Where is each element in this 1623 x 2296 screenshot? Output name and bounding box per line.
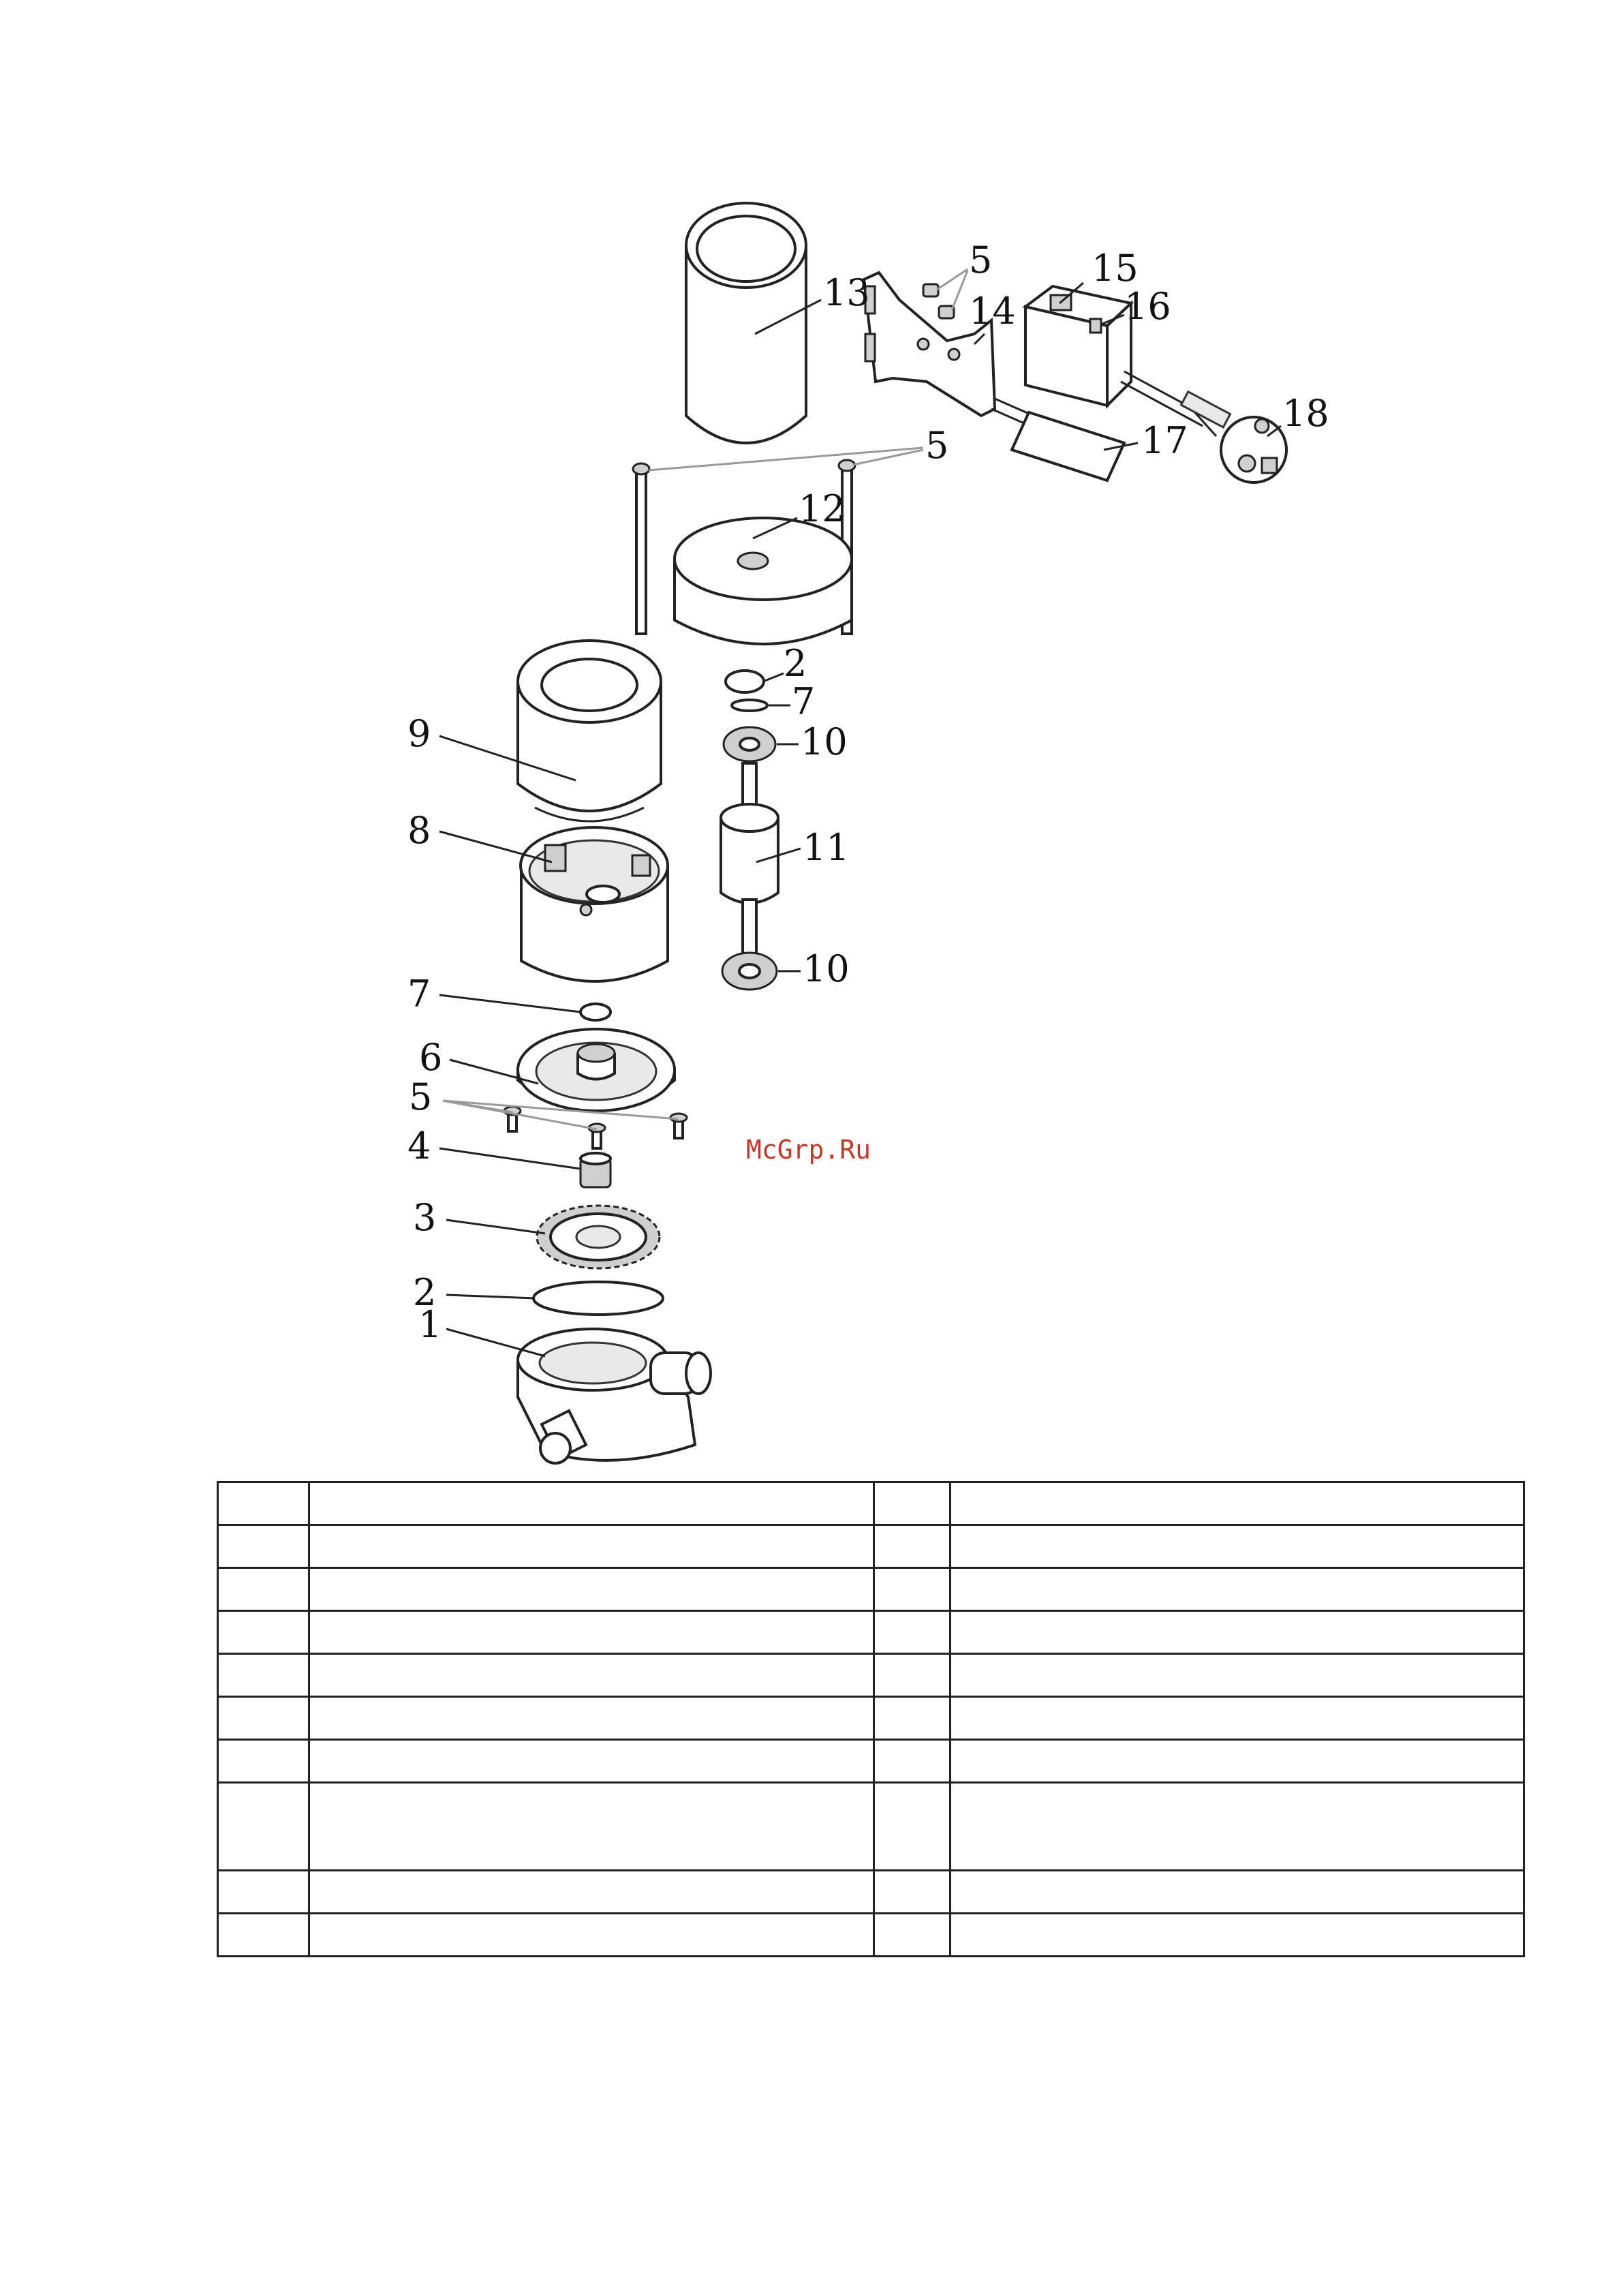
table-cell xyxy=(950,1525,1524,1568)
table-cell xyxy=(874,1525,950,1568)
watermark: McGrp.Ru xyxy=(746,1135,871,1165)
table-row xyxy=(218,1914,1524,1957)
table-cell xyxy=(218,1697,309,1740)
callout-11: 11 xyxy=(803,826,850,869)
callout-1: 1 xyxy=(418,1303,442,1346)
part-2-ring-top xyxy=(726,671,764,692)
table-cell xyxy=(874,1654,950,1697)
part-4-nut xyxy=(581,1153,610,1187)
table-cell xyxy=(309,1914,874,1957)
table-cell xyxy=(218,1525,309,1568)
part-7-clip-top xyxy=(732,700,767,711)
callout-6: 6 xyxy=(419,1036,443,1079)
callout-5-bottom: 5 xyxy=(409,1075,433,1118)
table-row xyxy=(218,1871,1524,1914)
part-13-outer-cover xyxy=(686,203,806,443)
callout-7-top: 7 xyxy=(792,680,816,723)
callout-2: 2 xyxy=(413,1271,437,1314)
part-10-bearing-bottom xyxy=(722,953,777,990)
table-cell xyxy=(874,1783,950,1871)
callout-10-top: 10 xyxy=(801,720,848,763)
table-cell xyxy=(950,1871,1524,1914)
table-cell xyxy=(218,1740,309,1783)
table-cell xyxy=(874,1871,950,1914)
table-cell xyxy=(309,1611,874,1654)
table-cell xyxy=(309,1654,874,1697)
table-cell xyxy=(950,1654,1524,1697)
table-cell xyxy=(218,1568,309,1611)
callout-15: 15 xyxy=(1092,247,1139,290)
callout-17: 17 xyxy=(1141,419,1188,462)
part-9-stator xyxy=(518,641,661,821)
table-cell xyxy=(218,1914,309,1957)
table-cell xyxy=(309,1482,874,1525)
table-row xyxy=(218,1783,1524,1871)
table-cell xyxy=(218,1482,309,1525)
table-cell xyxy=(950,1783,1524,1871)
part-15-switch-box xyxy=(1025,286,1131,405)
table-row xyxy=(218,1611,1524,1654)
table-cell xyxy=(950,1697,1524,1740)
table-row xyxy=(218,1697,1524,1740)
table-cell xyxy=(950,1740,1524,1783)
callout-7: 7 xyxy=(407,973,431,1015)
table-row xyxy=(218,1568,1524,1611)
table-cell xyxy=(950,1611,1524,1654)
table-row xyxy=(218,1525,1524,1568)
part-2-seal xyxy=(534,1282,663,1315)
table-row xyxy=(218,1740,1524,1783)
callout-16: 16 xyxy=(1124,285,1171,328)
table-cell xyxy=(874,1914,950,1957)
table-cell xyxy=(218,1871,309,1914)
callout-18: 18 xyxy=(1282,392,1329,435)
part-7-washer xyxy=(581,1004,610,1020)
table-cell xyxy=(874,1697,950,1740)
table-cell xyxy=(950,1482,1524,1525)
parts-table xyxy=(217,1481,1525,1957)
part-17-capacitor xyxy=(991,399,1124,480)
table-row xyxy=(218,1654,1524,1697)
callout-2-top: 2 xyxy=(784,642,807,685)
table-cell xyxy=(309,1525,874,1568)
part-6-plate xyxy=(518,1029,675,1111)
table-cell xyxy=(218,1783,309,1871)
table-cell xyxy=(309,1568,874,1611)
callout-5-rods: 5 xyxy=(925,424,949,467)
callout-8: 8 xyxy=(407,809,431,852)
table-cell xyxy=(309,1697,874,1740)
part-12-end-cap xyxy=(675,518,852,644)
callout-3: 3 xyxy=(413,1196,437,1239)
part-1-base xyxy=(518,1329,711,1463)
table-cell xyxy=(874,1740,950,1783)
callout-4: 4 xyxy=(407,1124,431,1167)
callout-12: 12 xyxy=(799,487,846,530)
table-cell xyxy=(874,1611,950,1654)
part-8-housing xyxy=(521,827,668,981)
callout-13: 13 xyxy=(823,271,870,314)
table-cell xyxy=(309,1871,874,1914)
table-cell xyxy=(874,1568,950,1611)
part-3-impeller xyxy=(537,1206,660,1268)
table-cell xyxy=(950,1914,1524,1957)
part-10-bearing-top xyxy=(724,727,775,761)
callout-10-bottom: 10 xyxy=(803,947,850,990)
table-row xyxy=(218,1482,1524,1525)
table-cell xyxy=(218,1654,309,1697)
table-cell xyxy=(218,1611,309,1654)
table-cell xyxy=(309,1783,874,1871)
callout-5-top: 5 xyxy=(969,239,993,281)
table-cell xyxy=(950,1568,1524,1611)
table-cell xyxy=(309,1740,874,1783)
table-cell xyxy=(874,1482,950,1525)
callout-9: 9 xyxy=(407,712,431,755)
callout-14: 14 xyxy=(969,290,1016,333)
